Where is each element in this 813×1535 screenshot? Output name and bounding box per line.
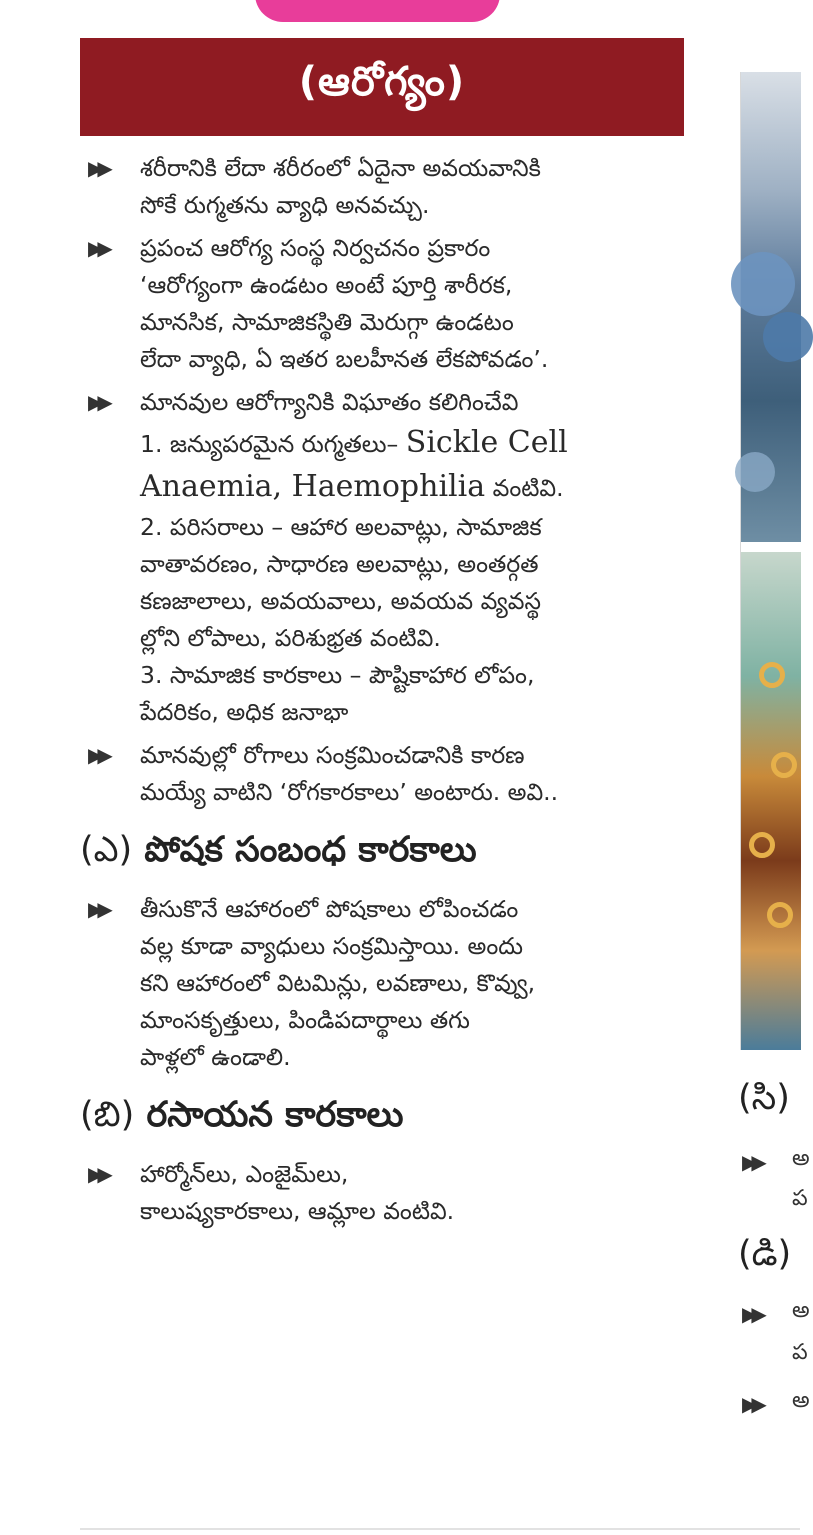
newspaper-logo-fragment: [255, 0, 500, 22]
microscope-photo: [740, 72, 801, 1050]
bullet-line: మానసిక, సామాజికస్థితి మెరుగ్గా ఉండటం: [140, 308, 514, 336]
heading-index: (బి): [80, 1095, 135, 1135]
heading-nutritional-factors: [80, 825, 692, 875]
bullet-arrow-icon: ▶▶: [88, 897, 107, 921]
genetic-disorders-line: [140, 421, 692, 465]
right-text-fragment: అ: [792, 1298, 810, 1323]
social-factors-line: 3. సామాజిక కారకాలు – పౌష్టికాహార లోపం,: [140, 661, 535, 689]
bullet-line: తీసుకొనే ఆహారంలో పోషకాలు లోపించడం: [140, 895, 519, 923]
banner-title: (ఆరోగ్యం): [298, 59, 466, 105]
environment-line: ల్లోని లోపాలు, పరిశుభ్రత వంటివి.: [140, 624, 441, 652]
bullet-line: హార్మోన్‌లు, ఎంజైమ్‌లు,: [140, 1160, 349, 1188]
right-text-fragment: ప: [792, 1340, 808, 1365]
genetic-disorders-suffix: వంటివి.: [485, 474, 564, 502]
genetic-disorders-line-2: [140, 465, 692, 509]
bullet-line: లేదా వ్యాధి, ఏ ఇతర బలహీనత లేకపోవడం’.: [140, 345, 549, 373]
bullet-item-3: [80, 384, 692, 731]
bullet-arrow-icon: ▶▶: [742, 1392, 761, 1416]
bullet-line: సోకే రుగ్మతను వ్యాధి అనవచ్చు.: [140, 191, 430, 219]
bullet-line: మాంసకృత్తులు, పిండిపదార్థాలు తగు: [140, 1006, 470, 1034]
bullet-arrow-icon: ▶▶: [742, 1150, 761, 1174]
section-banner: [80, 38, 684, 136]
virus-image-top: [741, 72, 801, 542]
bullet-item-chemical: [80, 1156, 692, 1230]
bullet-line: శరీరానికి లేదా శరీరంలో ఏదైనా అవయవానికి: [140, 154, 541, 182]
bullet-line: మానవుల్లో రోగాలు సంక్రమించడానికి కారణ: [140, 741, 525, 769]
social-factors-line: పేదరికం, అధిక జనాభా: [140, 698, 349, 726]
environment-line: కణజాలాలు, అవయవాలు, అవయవ వ్యవస్థ: [140, 587, 542, 615]
bullet-arrow-icon: ▶▶: [88, 1162, 107, 1186]
bullet-arrow-icon: ▶▶: [88, 156, 107, 180]
right-text-fragment: అ: [792, 1388, 810, 1413]
disease-name-english: Sickle Cell: [405, 425, 568, 460]
right-text-fragment: అ: [792, 1146, 810, 1171]
bottom-divider: [80, 1528, 800, 1530]
right-heading-c: (సి): [738, 1078, 790, 1118]
environment-line: వాతావరణం, సాధారణ అలవాట్లు, అంతర్గత: [140, 550, 539, 578]
bullet-intro: మానవుల ఆరోగ్యానికి విఘాతం కలిగించేవి: [140, 388, 519, 416]
heading-text: రసాయన కారకాలు: [146, 1095, 404, 1135]
bullet-line: కాలుష్యకారకాలు, ఆమ్లాల వంటివి.: [140, 1197, 455, 1225]
bullet-line: ప్రపంచ ఆరోగ్య సంస్థ నిర్వచనం ప్రకారం: [140, 234, 491, 262]
bullet-item-2: [80, 230, 692, 378]
genetic-disorders-label: 1. జన్యుపరమైన రుగ్మతలు–: [140, 430, 406, 458]
right-heading-d: (డి): [738, 1234, 792, 1274]
bullet-item-1: [80, 150, 692, 224]
bullet-line: కని ఆహారంలో విటమిన్లు, లవణాలు, కొవ్వు,: [140, 969, 536, 997]
bullet-line: వల్ల కూడా వ్యాధులు సంక్రమిస్తాయి. అందు: [140, 932, 523, 960]
right-text-fragment: ప: [792, 1186, 808, 1211]
heading-text: పోషక సంబంధ కారకాలు: [144, 830, 477, 870]
bullet-arrow-icon: ▶▶: [88, 390, 107, 414]
bullet-arrow-icon: ▶▶: [88, 236, 107, 260]
heading-index: (ఎ): [80, 830, 133, 870]
bullet-line: మయ్యే వాటిని ‘రోగకారకాలు’ అంటారు. అవి..: [140, 778, 559, 806]
bullet-arrow-icon: ▶▶: [88, 743, 107, 767]
environment-line: 2. పరిసరాలు – ఆహార అలవాట్లు, సామాజిక: [140, 513, 542, 541]
bullet-item-nutrition: [80, 891, 692, 1076]
bullet-line: ‘ఆరోగ్యంగా ఉండటం అంటే పూర్తి శారీరక,: [140, 271, 513, 299]
heading-chemical-factors: [80, 1090, 692, 1140]
disease-name-english: Anaemia, Haemophilia: [140, 469, 486, 504]
virus-image-bottom: [741, 552, 801, 1050]
bullet-arrow-icon: ▶▶: [742, 1302, 761, 1326]
main-article-column: [80, 150, 692, 1236]
bullet-line: పాళ్లలో ఉండాలి.: [140, 1043, 291, 1071]
bullet-item-4: [80, 737, 692, 811]
